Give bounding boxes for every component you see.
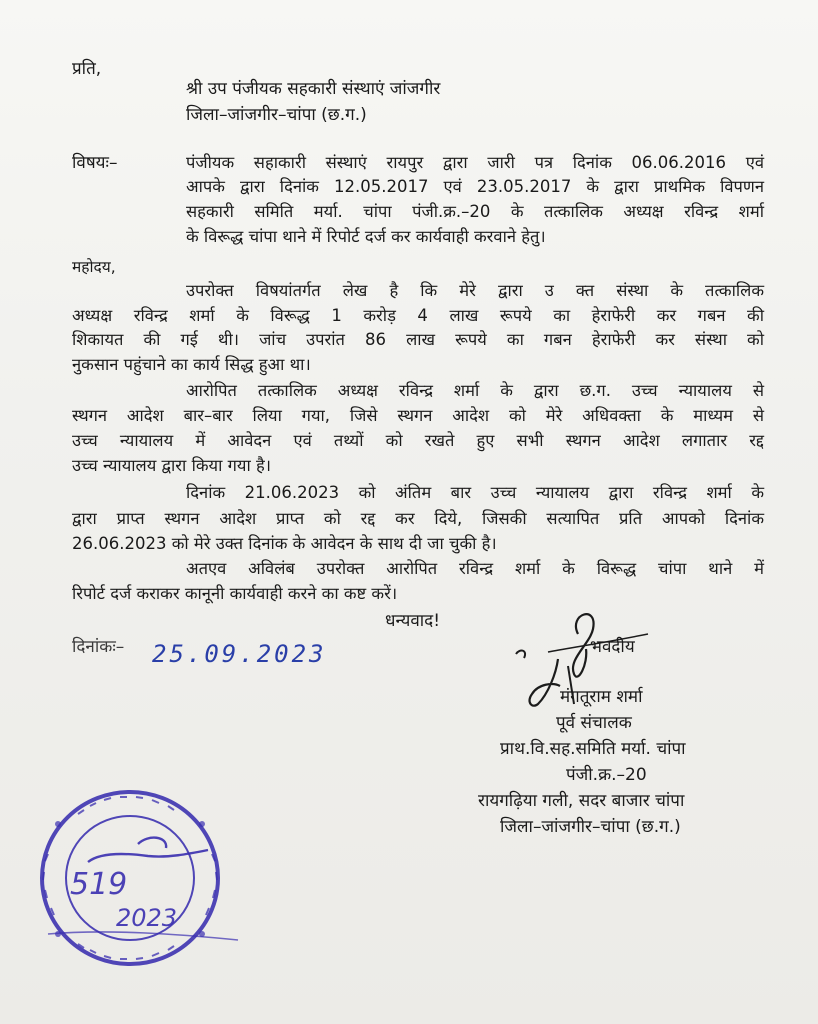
para3-line-1: दिनांक 21.06.2023 को अंतिम बार उच्च न्यायालय द्वारा रविन्द्र शर्मा के [186,483,764,502]
stamp-number: 519 [70,867,128,902]
subject-line-4: के विरूद्ध चांपा थाने में रिपोर्ट दर्ज कर कार्यवाही करवाने हेतु। [186,227,546,246]
para2-line-3: उच्च न्यायालय में आवेदन एवं तथ्यों को रखते हुए सभी स्थगन आदेश लगातार रद्द [72,431,764,450]
sender-address-2: जिला–जांजगीर–चांपा (छ.ग.) [500,817,681,837]
date-label: दिनांकः– [72,637,125,657]
para2-line-1: आरोपित तत्कालिक अध्यक्ष रविन्द्र शर्मा के द्वारा छ.ग. उच्च न्यायालय से [186,381,764,400]
closing: भवदीय [590,637,635,657]
salutation-to: प्रति, [72,59,102,79]
sender-title: पूर्व संचालक [556,713,632,733]
subject-line-3: सहकारी समिति मर्या. चांपा पंजी.क्र.–20 के तत्कालिक अध्यक्ष रविन्द्र शर्मा [186,202,764,221]
para4-line-1: अतएव अविलंब उपरोक्त आरोपित रविन्द्र शर्मा के विरूद्ध चांपा थाने में [186,559,764,578]
thanks: धन्यवाद! [385,611,441,631]
para1-line-1: उपरोक्त विषयांतर्गत लेख है कि मेरे द्वारा उ क्त संस्था के तत्कालिक [186,281,764,300]
stamp-year: 2023 [116,904,178,932]
received-stamp [18,784,248,974]
handwritten-date: 25.09.2023 [152,640,327,668]
sender-reg: पंजी.क्र.–20 [566,765,647,785]
para2-line-4: उच्च न्यायालय द्वारा किया गया है। [72,456,271,475]
para1-line-2: अध्यक्ष रविन्द्र शर्मा के विरूद्ध 1 करोड़ 4 लाख रूपये का हेराफेरी कर गबन की [72,306,764,325]
subject-line-1: पंजीयक सहाकारी संस्थाएं रायपुर द्वारा जारी पत्र दिनांक 06.06.2016 एवं [186,153,764,172]
para3-line-3: 26.06.2023 को मेरे उक्त दिनांक के आवेदन के साथ दी जा चुकी है। [72,534,497,553]
addressee-line-2: जिला–जांजगीर–चांपा (छ.ग.) [186,105,367,125]
subject-label: विषयः– [72,153,118,173]
para1-line-4: नुकसान पहुंचाने का कार्य सिद्ध हुआ था। [72,355,311,374]
subject-line-2: आपके द्वारा दिनांक 12.05.2017 एवं 23.05.2017 के द्वारा प्राथमिक विपणन [186,177,764,196]
greeting: महोदय, [72,258,116,276]
addressee-line-1: श्री उप पंजीयक सहकारी संस्थाएं जांजगीर [186,79,441,99]
sender-org: प्राथ.वि.सह.समिति मर्या. चांपा [500,739,686,759]
para4-line-2: रिपोर्ट दर्ज कराकर कानूनी कार्यवाही करने का कष्ट करें। [72,584,398,603]
sender-name: मंगतूराम शर्मा [560,687,643,707]
para1-line-3: शिकायत की गई थी। जांच उपरांत 86 लाख रूपये का गबन हेराफेरी कर संस्था को [72,330,764,349]
para3-line-2: द्वारा प्राप्त स्थगन आदेश प्राप्त को रद्द कर दिये, जिसकी सत्यापित प्रति आपको दिनांक [72,509,764,528]
para2-line-2: स्थगन आदेश बार–बार लिया गया, जिसे स्थगन आदेश को मेरे अधिवक्ता के माध्यम से [72,406,764,425]
sender-address-1: रायगढ़िया गली, सदर बाजार चांपा [478,791,685,811]
